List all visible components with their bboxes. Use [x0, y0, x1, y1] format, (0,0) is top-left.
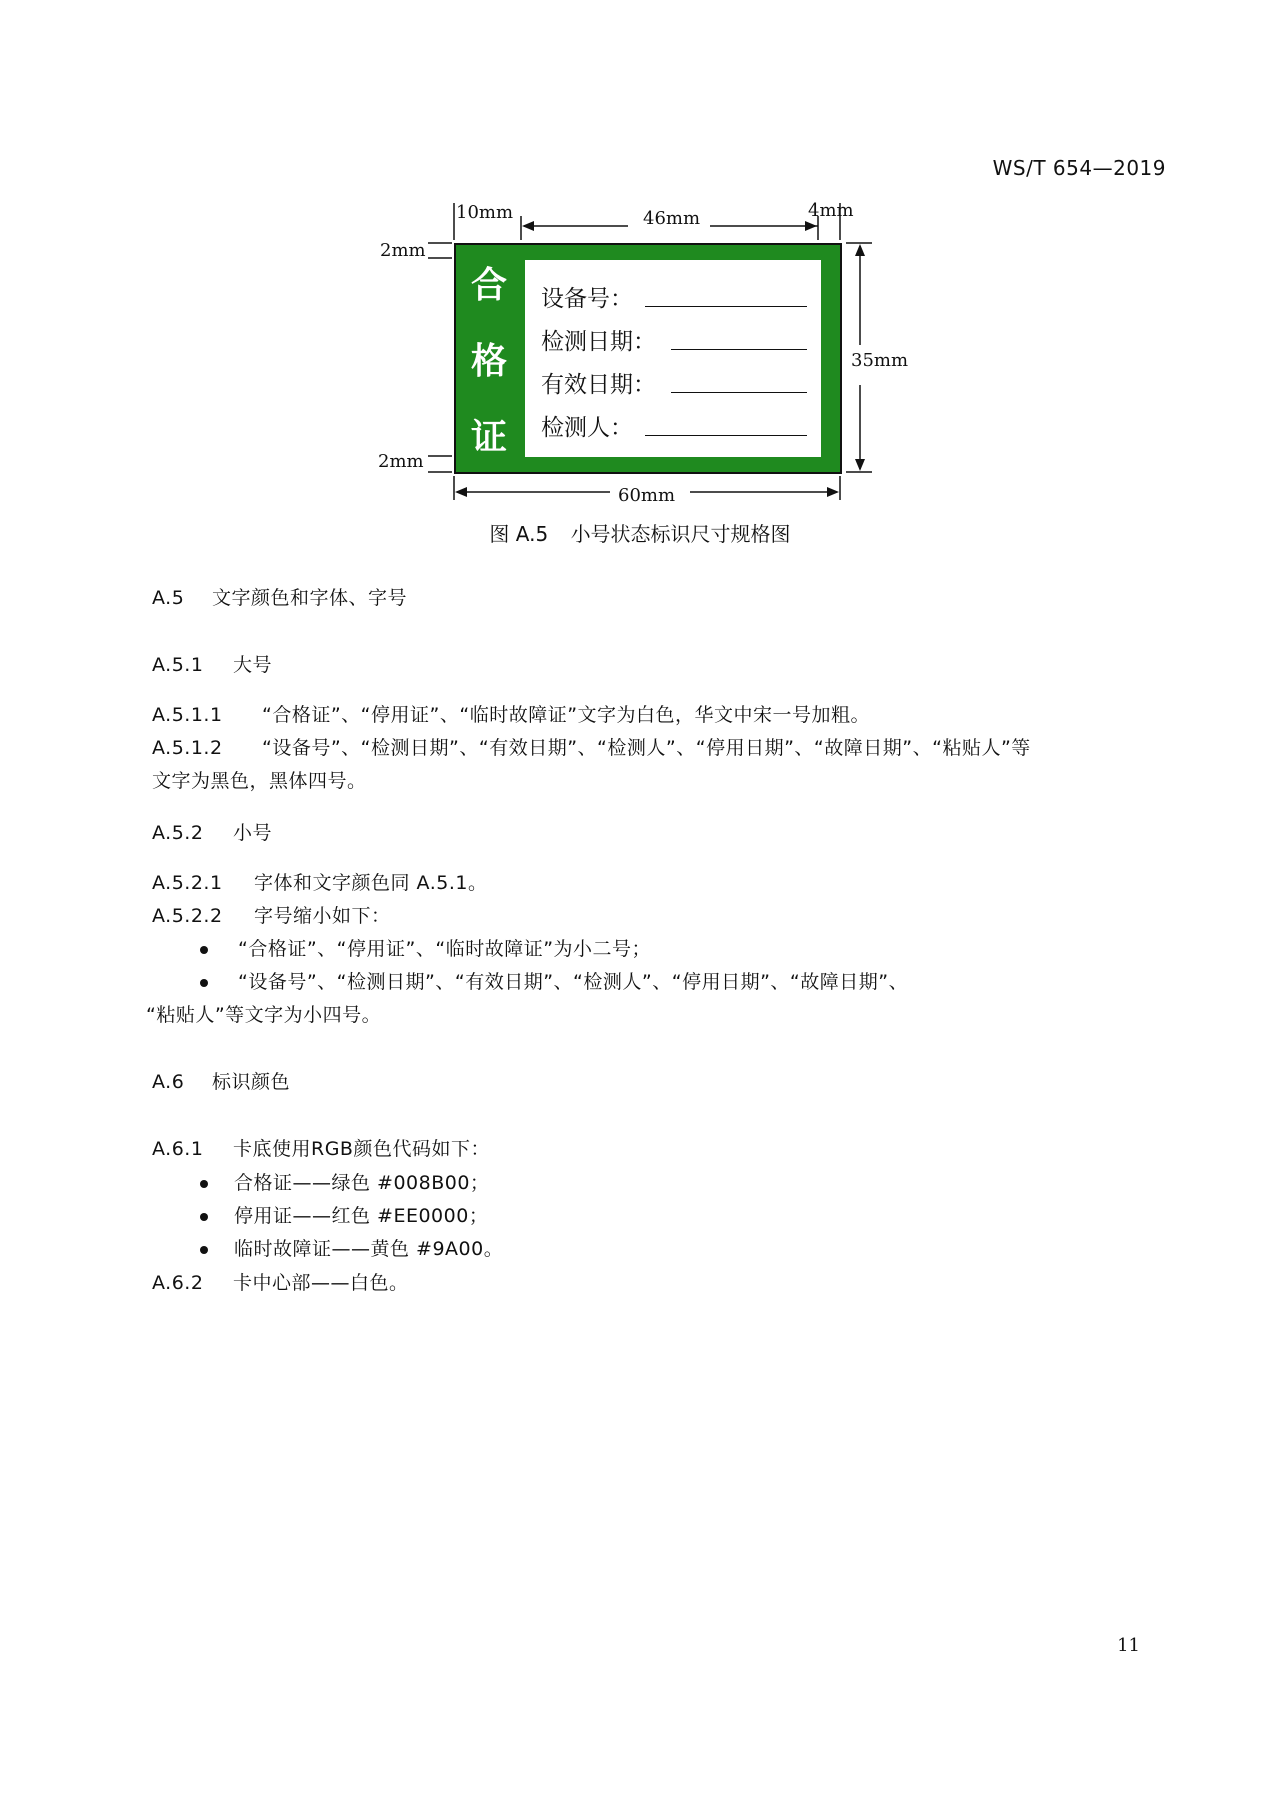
bullet-item-continuation: “粘贴人”等文字为小四号。	[146, 1004, 382, 1026]
bullet-item: 合格证——绿色 #008B00；	[234, 1172, 490, 1194]
bullet-item: “合格证”、“停用证”、“临时故障证”为小二号；	[238, 938, 652, 960]
certificate-card	[454, 243, 842, 474]
clause-text: 卡底使用RGB颜色代码如下：	[233, 1138, 490, 1160]
section-a6	[152, 1067, 290, 1094]
field-valid-date-line	[671, 392, 807, 393]
bullet-marker	[200, 979, 208, 987]
bullet-marker	[200, 1213, 208, 1221]
clause-text: “合格证”、“停用证”、“临时故障证”文字为白色，华文中宋一号加粗。	[262, 704, 871, 726]
clause-number: A.5.1.2	[152, 737, 223, 759]
dim-inner-width: 46mm	[643, 208, 701, 229]
section-a5	[152, 583, 407, 610]
field-valid-date: 有效日期：	[541, 372, 656, 398]
page-number: 11	[1117, 1635, 1140, 1656]
section-title: 文字颜色和字体、字号	[212, 587, 408, 609]
bullet-marker	[200, 1180, 208, 1188]
dim-left-margin: 10mm	[456, 202, 514, 223]
clause-a521	[152, 868, 487, 895]
field-inspector-line	[645, 435, 807, 436]
card-title-char-1: 合	[470, 264, 507, 306]
bullet-marker	[200, 1246, 208, 1254]
dim-bottom-margin: 2mm	[378, 451, 424, 472]
clause-text: 字号缩小如下：	[254, 905, 391, 927]
clause-a522	[152, 901, 391, 928]
figure-a5	[0, 0, 1280, 560]
dim-width: 60mm	[618, 485, 676, 506]
section-title: 标识颜色	[212, 1071, 291, 1093]
bullet-item: “设备号”、“检测日期”、“有效日期”、“检测人”、“停用日期”、“故障日期”、	[238, 971, 909, 993]
section-number: A.5	[152, 587, 185, 609]
bullet-item: 临时故障证——黄色 #9A00。	[234, 1238, 504, 1260]
section-a51	[152, 650, 272, 677]
clause-text: “设备号”、“检测日期”、“有效日期”、“检测人”、“停用日期”、“故障日期”、“粘贴人”等	[262, 737, 1031, 759]
clause-a511	[152, 700, 870, 727]
section-title: 大号	[233, 654, 273, 676]
section-number: A.5.1	[152, 654, 204, 676]
clause-number: A.5.2.2	[152, 905, 223, 927]
clause-number: A.5.1.1	[152, 704, 223, 726]
clause-number: A.6.2	[152, 1272, 204, 1294]
clause-a62	[152, 1268, 409, 1295]
field-test-date-line	[671, 349, 807, 350]
figure-caption-title: 小号状态标识尺寸规格图	[570, 522, 791, 546]
clause-a61	[152, 1134, 490, 1161]
clause-a512	[152, 733, 1031, 760]
document-code: WS/T 654—2019	[992, 156, 1166, 180]
dim-height: 35mm	[851, 350, 909, 371]
dim-right-margin: 4mm	[808, 200, 854, 221]
card-title-char-2: 格	[470, 340, 507, 382]
section-number: A.6	[152, 1071, 185, 1093]
clause-text: 字体和文字颜色同 A.5.1。	[254, 872, 488, 894]
bullet-item: 停用证——红色 #EE0000；	[234, 1205, 489, 1227]
section-a52	[152, 818, 272, 845]
figure-caption-label: 图 A.5	[489, 522, 549, 546]
figure-caption	[0, 518, 1280, 547]
section-number: A.5.2	[152, 822, 204, 844]
card-center	[525, 260, 821, 457]
bullet-marker	[200, 946, 208, 954]
field-inspector: 检测人：	[541, 415, 633, 441]
field-device-number-line	[645, 306, 807, 307]
clause-number: A.6.1	[152, 1138, 204, 1160]
dim-top-margin: 2mm	[380, 240, 426, 261]
section-title: 小号	[233, 822, 273, 844]
clause-text: 卡中心部——白色。	[233, 1272, 409, 1294]
field-device-number: 设备号：	[541, 286, 633, 312]
clause-number: A.5.2.1	[152, 872, 223, 894]
clause-a512-continuation: 文字为黑色，黑体四号。	[152, 770, 367, 792]
field-test-date: 检测日期：	[541, 329, 656, 355]
card-title-char-3: 证	[470, 416, 507, 458]
